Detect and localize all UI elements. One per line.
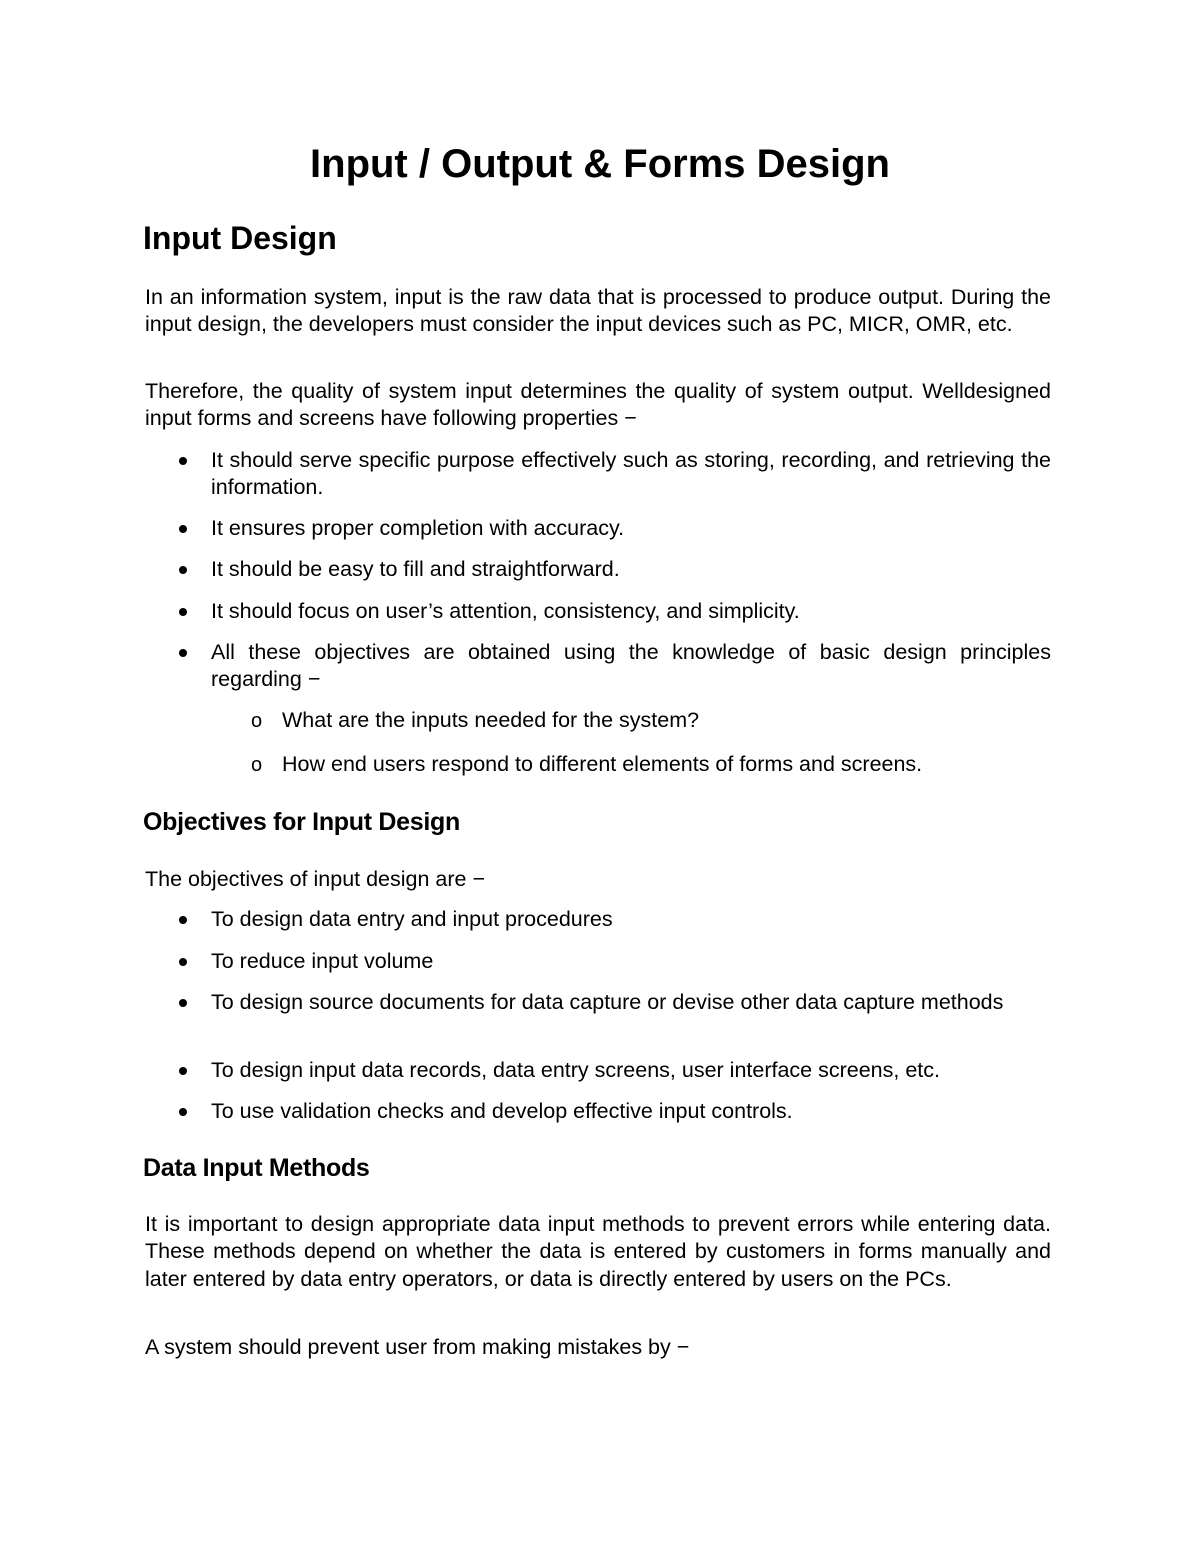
list-item-text: To reduce input volume	[211, 949, 434, 973]
sub-list-item-text: How end users respond to different elements of forms and screens.	[282, 752, 923, 776]
list-item	[211, 948, 1051, 975]
input-design-paragraph-1: In an information system, input is the raw data that is processed to produce output. During the input design, the developers must consider the input devices such as PC, MICR, OMR, etc.	[145, 285, 1051, 337]
bullet-icon	[179, 608, 187, 616]
bullet-icon	[179, 1067, 187, 1075]
sub-list-item	[251, 707, 1051, 734]
sub-list-item	[251, 751, 1051, 778]
document-title: Input / Output & Forms Design	[310, 142, 890, 186]
bullet-icon	[179, 457, 187, 465]
list-item	[211, 639, 1051, 694]
list-item	[211, 515, 1051, 542]
list-item-text: It should focus on user’s attention, consistency, and simplicity.	[211, 599, 800, 623]
list-item	[211, 1098, 1051, 1125]
heading-input-design: Input Design	[143, 220, 337, 256]
list-item-text: All these objectives are obtained using the knowledge of basic design principles regarding −	[211, 640, 1051, 692]
circle-bullet-icon: o	[251, 710, 263, 732]
bullet-icon	[179, 566, 187, 574]
list-item-text: It ensures proper completion with accuracy.	[211, 516, 625, 540]
list-item	[211, 906, 1051, 933]
list-item	[211, 1057, 1051, 1084]
list-item-text: To design source documents for data capture or devise other data capture methods	[211, 990, 1004, 1014]
list-item-text: It should be easy to fill and straightforward.	[211, 557, 620, 581]
bullet-icon	[179, 958, 187, 966]
bullet-icon	[179, 649, 187, 657]
objectives-intro: The objectives of input design are −	[145, 867, 486, 891]
bullet-icon	[179, 916, 187, 924]
list-item	[211, 598, 1051, 625]
list-item	[211, 447, 1051, 502]
data-input-methods-paragraph-2: A system should prevent user from making mistakes by −	[145, 1335, 690, 1359]
list-item-text: To design input data records, data entry screens, user interface screens, etc.	[211, 1058, 940, 1082]
list-item	[211, 989, 1051, 1016]
heading-data-input-methods: Data Input Methods	[143, 1154, 370, 1182]
list-item-text: To use validation checks and develop effective input controls.	[211, 1099, 793, 1123]
input-design-paragraph-2: Therefore, the quality of system input determines the quality of system output. Welldesigned input forms and screens have following properties −	[145, 379, 1051, 431]
list-item	[211, 556, 1051, 583]
circle-bullet-icon: o	[251, 754, 263, 776]
heading-objectives: Objectives for Input Design	[143, 808, 460, 836]
sub-list-item-text: What are the inputs needed for the system?	[282, 708, 700, 732]
data-input-methods-paragraph-1: It is important to design appropriate data input methods to prevent errors while entering data. These methods depend on whether the data is entered by customers in forms manually and later entered by data entry operators, or data is directly entered by users on the PCs.	[145, 1212, 1051, 1291]
list-item-text: To design data entry and input procedures	[211, 907, 613, 931]
bullet-icon	[179, 999, 187, 1007]
bullet-icon	[179, 525, 187, 533]
bullet-icon	[179, 1108, 187, 1116]
list-item-text: It should serve specific purpose effectively such as storing, recording, and retrieving the information.	[211, 448, 1051, 500]
